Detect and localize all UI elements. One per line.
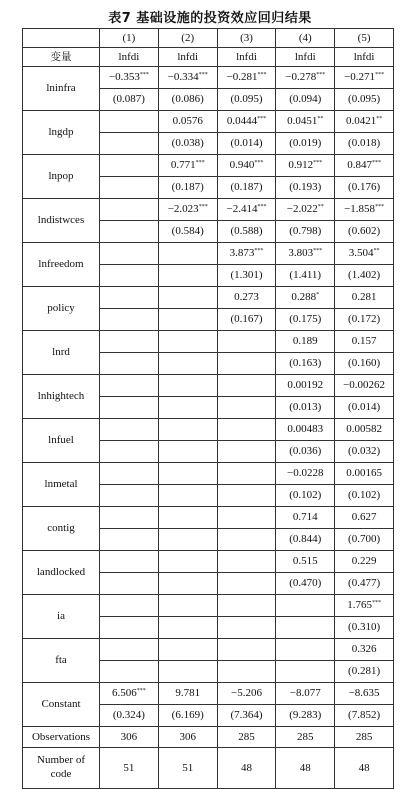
standard-error-cell: (0.470) — [276, 573, 335, 595]
observations-label: Observations — [23, 727, 100, 748]
coefficient-row — [23, 155, 394, 177]
observations-value: 306 — [100, 727, 159, 748]
coefficient-value: 0.847 — [347, 159, 372, 171]
standard-error-cell: (0.324) — [100, 705, 159, 727]
coefficient-cell — [276, 111, 335, 133]
standard-error-cell: (7.852) — [335, 705, 394, 727]
coefficient-value: 0.00582 — [346, 423, 382, 435]
coefficient-cell — [158, 155, 217, 177]
dependent-variable: lnfdi — [276, 48, 335, 67]
coefficient-value: 0.273 — [234, 291, 259, 303]
standard-error-cell — [100, 265, 159, 287]
coefficient-row — [23, 375, 394, 397]
coefficient-value: 0.714 — [292, 511, 318, 523]
coefficient-value: 9.781 — [175, 687, 201, 699]
standard-error-cell — [100, 485, 159, 507]
coefficient-cell — [276, 595, 335, 617]
standard-error-cell: (0.193) — [276, 177, 335, 199]
standard-error-cell: (9.283) — [276, 705, 335, 727]
standard-error-cell — [276, 617, 335, 639]
significance-stars: *** — [198, 72, 208, 78]
standard-error-cell — [100, 397, 159, 419]
coefficient-value: 0.326 — [351, 643, 377, 655]
coefficient-value: −8.635 — [348, 687, 380, 699]
column-number: (5) — [335, 29, 394, 48]
standard-error-cell — [217, 573, 276, 595]
coefficient-cell — [100, 595, 159, 617]
coefficient-value: 0.0421 — [345, 115, 377, 127]
coefficient-cell — [276, 155, 335, 177]
variable-label: lndistwces — [23, 199, 100, 243]
coefficient-cell — [100, 243, 159, 265]
coefficient-row — [23, 507, 394, 529]
standard-error-cell: (0.014) — [217, 133, 276, 155]
coefficient-value: 0.189 — [292, 335, 318, 347]
number-of-code-value: 48 — [276, 748, 335, 789]
coefficient-cell — [100, 551, 159, 573]
standard-error-cell — [217, 397, 276, 419]
coefficient-cell — [100, 375, 159, 397]
standard-error-cell: (0.019) — [276, 133, 335, 155]
variable-label: lninfra — [23, 67, 100, 111]
standard-error-cell: (0.844) — [276, 529, 335, 551]
number-of-code-label-line1: Number of — [37, 754, 85, 767]
number-of-code-label-line2: code — [50, 768, 72, 780]
coefficient-cell — [100, 155, 159, 177]
coefficient-cell — [335, 155, 394, 177]
standard-error-cell: (6.169) — [158, 705, 217, 727]
variable-label: fta — [23, 639, 100, 683]
coefficient-cell — [100, 507, 159, 529]
coefficient-value: −8.077 — [289, 687, 321, 699]
column-number: (1) — [100, 29, 159, 48]
coefficient-row — [23, 67, 394, 89]
variable-label: Constant — [23, 683, 100, 727]
significance-stars: *** — [313, 160, 323, 166]
significance-stars: ** — [373, 248, 380, 254]
significance-stars: *** — [313, 248, 323, 254]
standard-error-cell: (0.172) — [335, 309, 394, 331]
coefficient-cell — [100, 111, 159, 133]
coefficient-cell — [276, 67, 335, 89]
coefficient-value: −0.278 — [285, 71, 317, 83]
coefficient-value: −0.00262 — [343, 379, 386, 391]
coefficient-value: 0.940 — [229, 159, 255, 171]
significance-stars: *** — [195, 160, 205, 166]
coefficient-value: 0.00192 — [287, 379, 324, 391]
dependent-variable: lnfdi — [335, 48, 394, 67]
standard-error-cell: (0.163) — [276, 353, 335, 375]
coefficient-cell — [100, 67, 159, 89]
coefficient-cell — [335, 331, 394, 353]
column-number: (4) — [276, 29, 335, 48]
coefficient-row — [23, 551, 394, 573]
standard-error-cell: (0.095) — [217, 89, 276, 111]
significance-stars: *** — [136, 688, 146, 694]
coefficient-cell — [217, 199, 276, 221]
observations-row — [23, 727, 394, 748]
significance-stars: *** — [139, 72, 149, 78]
coefficient-cell — [276, 551, 335, 573]
coefficient-value: 0.00165 — [346, 467, 382, 479]
number-of-code-row — [23, 748, 394, 789]
standard-error-cell: (0.018) — [335, 133, 394, 155]
variable-label: lnpop — [23, 155, 100, 199]
significance-stars: *** — [375, 72, 385, 78]
coefficient-cell — [217, 155, 276, 177]
coefficient-value: 0.281 — [351, 291, 377, 303]
column-number: (2) — [158, 29, 217, 48]
coefficient-cell — [335, 375, 394, 397]
coefficient-value: 0.157 — [351, 335, 377, 347]
coefficient-value: 0.0444 — [226, 115, 258, 127]
coefficient-cell — [335, 67, 394, 89]
coefficient-cell — [217, 419, 276, 441]
coefficient-cell — [100, 683, 159, 705]
coefficient-row — [23, 595, 394, 617]
variable-label: lnmetal — [23, 463, 100, 507]
standard-error-cell: (0.798) — [276, 221, 335, 243]
standard-error-cell: (0.102) — [276, 485, 335, 507]
standard-error-cell — [158, 661, 217, 683]
coefficient-cell — [217, 507, 276, 529]
coefficient-cell — [335, 419, 394, 441]
variable-label: contig — [23, 507, 100, 551]
coefficient-cell — [335, 507, 394, 529]
dependent-variable: lnfdi — [100, 48, 159, 67]
coefficient-value: −2.023 — [167, 203, 199, 215]
standard-error-cell: (0.038) — [158, 133, 217, 155]
coefficient-cell — [276, 639, 335, 661]
coefficient-cell — [217, 551, 276, 573]
coefficient-cell — [217, 595, 276, 617]
coefficient-row — [23, 463, 394, 485]
standard-error-cell — [158, 353, 217, 375]
coefficient-cell — [100, 419, 159, 441]
coefficient-cell — [158, 419, 217, 441]
significance-stars: ** — [376, 116, 383, 122]
standard-error-cell — [100, 309, 159, 331]
coefficient-cell — [158, 199, 217, 221]
standard-error-cell — [100, 221, 159, 243]
coefficient-row — [23, 111, 394, 133]
coefficient-cell — [335, 287, 394, 309]
standard-error-cell — [100, 661, 159, 683]
coefficient-cell — [158, 375, 217, 397]
significance-stars: *** — [198, 204, 208, 210]
coefficient-cell — [158, 331, 217, 353]
coefficient-row — [23, 419, 394, 441]
variable-label: ia — [23, 595, 100, 639]
coefficient-value: 0.00483 — [287, 423, 324, 435]
standard-error-cell — [276, 661, 335, 683]
coefficient-value: 6.506 — [112, 687, 137, 699]
coefficient-cell — [276, 683, 335, 705]
significance-stars: *** — [257, 204, 267, 210]
coefficient-value: 0.0576 — [172, 115, 203, 127]
number-of-code-label — [23, 748, 100, 789]
coefficient-value: 0.229 — [351, 555, 377, 567]
standard-error-cell: (7.364) — [217, 705, 276, 727]
significance-stars: *** — [254, 248, 264, 254]
variable-label: landlocked — [23, 551, 100, 595]
observations-value: 285 — [335, 727, 394, 748]
table-body — [23, 29, 394, 789]
significance-stars: * — [316, 292, 320, 298]
coefficient-cell — [217, 683, 276, 705]
standard-error-cell: (0.160) — [335, 353, 394, 375]
standard-error-cell — [217, 661, 276, 683]
coefficient-cell — [100, 287, 159, 309]
coefficient-cell — [276, 243, 335, 265]
standard-error-cell: (1.411) — [276, 265, 335, 287]
coefficient-cell — [276, 199, 335, 221]
variable-label: lnfreedom — [23, 243, 100, 287]
coefficient-cell — [217, 639, 276, 661]
table-title: 表7 基础设施的投资效应回归结果 — [108, 11, 312, 26]
standard-error-cell — [158, 309, 217, 331]
number-of-code-value: 48 — [217, 748, 276, 789]
standard-error-cell — [158, 397, 217, 419]
significance-stars: ** — [317, 116, 324, 122]
coefficient-cell — [158, 243, 217, 265]
coefficient-row — [23, 243, 394, 265]
standard-error-cell: (0.014) — [335, 397, 394, 419]
coefficient-cell — [158, 287, 217, 309]
coefficient-value: −2.022 — [286, 203, 318, 215]
coefficient-cell — [217, 375, 276, 397]
column-number: (3) — [217, 29, 276, 48]
coefficient-value: −1.858 — [344, 203, 376, 215]
coefficient-cell — [335, 683, 394, 705]
coefficient-cell — [158, 507, 217, 529]
standard-error-cell — [217, 529, 276, 551]
coefficient-cell — [335, 111, 394, 133]
coefficient-value: 0.0451 — [287, 115, 318, 127]
observations-value: 285 — [217, 727, 276, 748]
header-blank-cell — [23, 29, 100, 48]
coefficient-cell — [100, 331, 159, 353]
significance-stars: *** — [316, 72, 326, 78]
standard-error-cell — [158, 573, 217, 595]
significance-stars: *** — [371, 160, 381, 166]
standard-error-cell — [158, 529, 217, 551]
standard-error-cell: (0.102) — [335, 485, 394, 507]
significance-stars: *** — [375, 204, 385, 210]
standard-error-cell: (1.301) — [217, 265, 276, 287]
variable-label: lnfuel — [23, 419, 100, 463]
coefficient-row — [23, 331, 394, 353]
standard-error-cell: (0.036) — [276, 441, 335, 463]
coefficient-cell — [335, 639, 394, 661]
standard-error-cell: (0.175) — [276, 309, 335, 331]
standard-error-cell: (0.167) — [217, 309, 276, 331]
coefficient-value: 3.873 — [229, 247, 255, 259]
coefficient-value: 1.765 — [347, 599, 372, 611]
standard-error-cell: (0.095) — [335, 89, 394, 111]
significance-stars: *** — [257, 72, 267, 78]
coefficient-value: −0.0228 — [287, 467, 324, 479]
standard-error-cell: (0.086) — [158, 89, 217, 111]
standard-error-cell — [100, 617, 159, 639]
coefficient-cell — [335, 199, 394, 221]
regression-table — [22, 28, 394, 789]
standard-error-cell: (0.588) — [217, 221, 276, 243]
standard-error-cell: (0.602) — [335, 221, 394, 243]
coefficient-value: 0.912 — [288, 159, 314, 171]
coefficient-cell — [158, 639, 217, 661]
standard-error-cell — [217, 617, 276, 639]
standard-error-cell — [158, 441, 217, 463]
standard-error-cell — [100, 353, 159, 375]
coefficient-cell — [217, 331, 276, 353]
coefficient-cell — [335, 595, 394, 617]
standard-error-cell: (0.013) — [276, 397, 335, 419]
coefficient-cell — [217, 287, 276, 309]
coefficient-cell — [217, 67, 276, 89]
standard-error-cell: (0.187) — [217, 177, 276, 199]
variable-label: lnhightech — [23, 375, 100, 419]
dependent-variable-row — [23, 48, 394, 67]
coefficient-value: −0.271 — [344, 71, 376, 83]
column-number-row — [23, 29, 394, 48]
number-of-code-value: 51 — [158, 748, 217, 789]
coefficient-value: 3.504 — [348, 247, 374, 259]
coefficient-cell — [158, 463, 217, 485]
standard-error-cell — [217, 441, 276, 463]
coefficient-row — [23, 683, 394, 705]
standard-error-cell: (1.402) — [335, 265, 394, 287]
standard-error-cell: (0.310) — [335, 617, 394, 639]
coefficient-cell — [335, 243, 394, 265]
standard-error-cell — [158, 485, 217, 507]
standard-error-cell: (0.187) — [158, 177, 217, 199]
coefficient-cell — [100, 463, 159, 485]
standard-error-cell: (0.032) — [335, 441, 394, 463]
significance-stars: ** — [317, 204, 324, 210]
coefficient-value: 0.288 — [291, 291, 317, 303]
coefficient-cell — [158, 67, 217, 89]
coefficient-cell — [276, 419, 335, 441]
standard-error-cell — [100, 177, 159, 199]
standard-error-cell — [217, 485, 276, 507]
number-of-code-value: 51 — [100, 748, 159, 789]
coefficient-row — [23, 199, 394, 221]
coefficient-cell — [158, 111, 217, 133]
standard-error-cell — [158, 265, 217, 287]
coefficient-value: −5.206 — [231, 687, 262, 699]
standard-error-cell: (0.584) — [158, 221, 217, 243]
coefficient-value: −0.353 — [108, 71, 140, 83]
variable-header: 变量 — [23, 48, 100, 67]
coefficient-cell — [335, 551, 394, 573]
coefficient-cell — [276, 331, 335, 353]
dependent-variable: lnfdi — [217, 48, 276, 67]
coefficient-value: 0.515 — [292, 555, 318, 567]
coefficient-cell — [100, 639, 159, 661]
coefficient-value: 3.803 — [288, 247, 314, 259]
standard-error-cell — [158, 617, 217, 639]
coefficient-cell — [276, 507, 335, 529]
significance-stars: *** — [254, 160, 264, 166]
coefficient-cell — [276, 287, 335, 309]
standard-error-cell — [100, 133, 159, 155]
coefficient-value: 0.627 — [351, 511, 377, 523]
coefficient-value: −2.414 — [226, 203, 258, 215]
coefficient-cell — [100, 199, 159, 221]
coefficient-cell — [276, 375, 335, 397]
standard-error-cell — [100, 441, 159, 463]
standard-error-cell: (0.176) — [335, 177, 394, 199]
coefficient-value: 0.771 — [170, 159, 196, 171]
standard-error-cell: (0.700) — [335, 529, 394, 551]
dependent-variable: lnfdi — [158, 48, 217, 67]
standard-error-cell: (0.087) — [100, 89, 159, 111]
coefficient-cell — [276, 463, 335, 485]
standard-error-cell: (0.094) — [276, 89, 335, 111]
coefficient-cell — [158, 595, 217, 617]
standard-error-cell: (0.281) — [335, 661, 394, 683]
observations-value: 306 — [158, 727, 217, 748]
coefficient-cell — [158, 683, 217, 705]
coefficient-value: −0.281 — [226, 71, 258, 83]
significance-stars: *** — [257, 116, 267, 122]
variable-label: policy — [23, 287, 100, 331]
standard-error-cell: (0.477) — [335, 573, 394, 595]
coefficient-cell — [158, 551, 217, 573]
standard-error-cell — [100, 573, 159, 595]
coefficient-cell — [217, 463, 276, 485]
standard-error-cell — [100, 529, 159, 551]
variable-label: lnrd — [23, 331, 100, 375]
coefficient-row — [23, 287, 394, 309]
standard-error-cell — [217, 353, 276, 375]
coefficient-row — [23, 639, 394, 661]
number-of-code-value: 48 — [335, 748, 394, 789]
coefficient-value: −0.334 — [167, 71, 199, 83]
coefficient-cell — [217, 111, 276, 133]
observations-value: 285 — [276, 727, 335, 748]
significance-stars: *** — [371, 600, 381, 606]
coefficient-cell — [217, 243, 276, 265]
coefficient-cell — [335, 463, 394, 485]
variable-label: lngdp — [23, 111, 100, 155]
